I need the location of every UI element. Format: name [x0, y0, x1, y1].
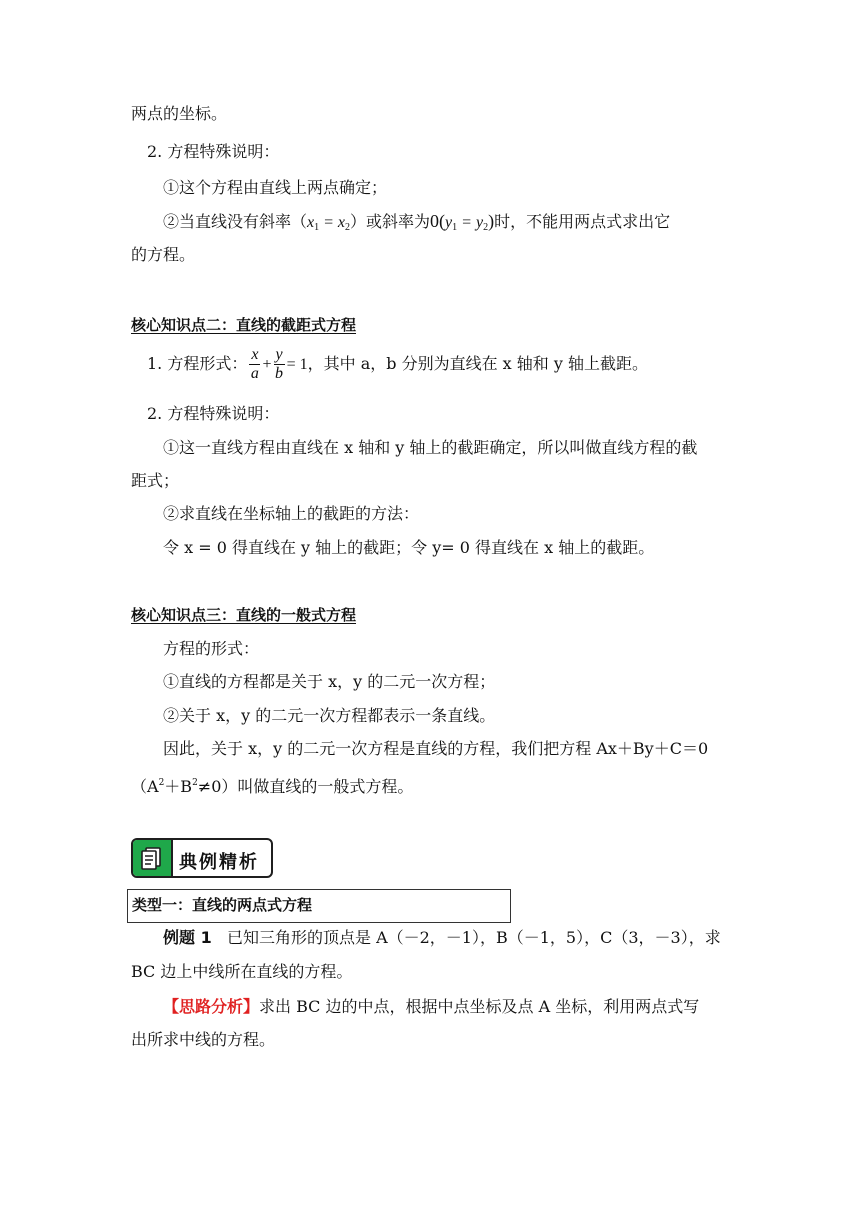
- note2-part-c: 时，不能用两点式求出它: [494, 212, 671, 231]
- section1-note1: ①这个方程由直线上两点确定；: [163, 178, 388, 197]
- formula-x1-eq-x2: $x_1 = x_2$: [307, 214, 351, 233]
- fraction-y-over-b: $\frac{y}{b}$: [275, 346, 284, 382]
- type1-box: [127, 889, 511, 923]
- section2-note1-end: 距式；: [131, 471, 180, 490]
- section1-note2-end: 的方程。: [131, 245, 196, 264]
- section2-note2: ②求直线在坐标轴上的截距的方法：: [163, 504, 420, 523]
- example1-end: BC 边上中线所在直线的方程。: [131, 962, 353, 981]
- analysis-end: 出所求中线的方程。: [131, 1030, 276, 1049]
- analysis: [163, 996, 699, 1018]
- fraction-x-over-a: $\frac{x}{a}$: [250, 346, 259, 382]
- formula-zero-y1-eq-y2: $0(y_1 = y_2)$: [430, 211, 495, 233]
- section1-item2: 2. 方程特殊说明：: [147, 142, 280, 161]
- examples-banner: [131, 838, 273, 878]
- superscript-2: 2: [158, 778, 165, 788]
- section2-note3: 令 x = 0 得直线在 y 轴上的截距；令 y= 0 得直线在 x 轴上的截距。: [163, 538, 655, 557]
- section2-item2: 2. 方程特殊说明：: [147, 404, 280, 423]
- item1-prefix: 1. 方程形式：: [147, 354, 248, 373]
- note2-part-a: ②当直线没有斜率（: [163, 212, 308, 231]
- example1-text: 已知三角形的顶点是 A（－2，－1），B（－1，5），C（3，－3），求: [226, 928, 721, 947]
- equation-rhs: = 1: [286, 356, 308, 373]
- p3-end-a: （A: [131, 777, 159, 796]
- section3-p3: 因此，关于 x，y 的二元一次方程是直线的方程，我们把方程 Ax＋By＋C＝0: [163, 739, 709, 758]
- section3-heading: 核心知识点三：直线的一般式方程: [131, 606, 357, 624]
- type1-label: 类型一：直线的两点式方程: [132, 896, 313, 914]
- section3-form: 方程的形式：: [163, 639, 260, 658]
- p3-end-c: ≠0）叫做直线的一般式方程。: [197, 777, 414, 796]
- superscript-2: 2: [192, 778, 198, 788]
- section2-note1: ①这一直线方程由直线在 x 轴和 y 轴上的截距确定，所以叫做直线方程的截: [163, 438, 698, 457]
- section1-note2: [163, 210, 670, 239]
- banner-title: 典例精析: [179, 852, 259, 873]
- section1-line-tail: 两点的坐标。: [131, 104, 228, 123]
- example1: [163, 927, 721, 949]
- document-icon: [133, 840, 173, 876]
- section2-heading: 核心知识点二：直线的截距式方程: [131, 316, 357, 334]
- example1-label: 例题 1: [163, 928, 212, 947]
- analysis-text: 求出 BC 边的中点，根据中点坐标及点 A 坐标，利用两点式写: [259, 997, 700, 1016]
- analysis-label: 【思路分析】: [163, 997, 260, 1016]
- p3-end-b: ＋B: [164, 777, 193, 796]
- section2-item1: 1. 方程形式： $\frac{x}{a}$ + $\frac{y}{b}$ = 1，其中 a，b 分别为直线在 x 轴和 y 轴上截距。: [147, 346, 649, 382]
- item1-suffix: ，其中 a，b 分别为直线在 x 轴和 y 轴上截距。: [307, 354, 649, 373]
- section3-p3-end: [131, 772, 413, 798]
- section3-p1: ①直线的方程都是关于 x，y 的二元一次方程；: [163, 672, 496, 691]
- note2-part-b: ）或斜率为: [350, 212, 431, 231]
- section3-p2: ②关于 x，y 的二元一次方程都表示一条直线。: [163, 706, 496, 725]
